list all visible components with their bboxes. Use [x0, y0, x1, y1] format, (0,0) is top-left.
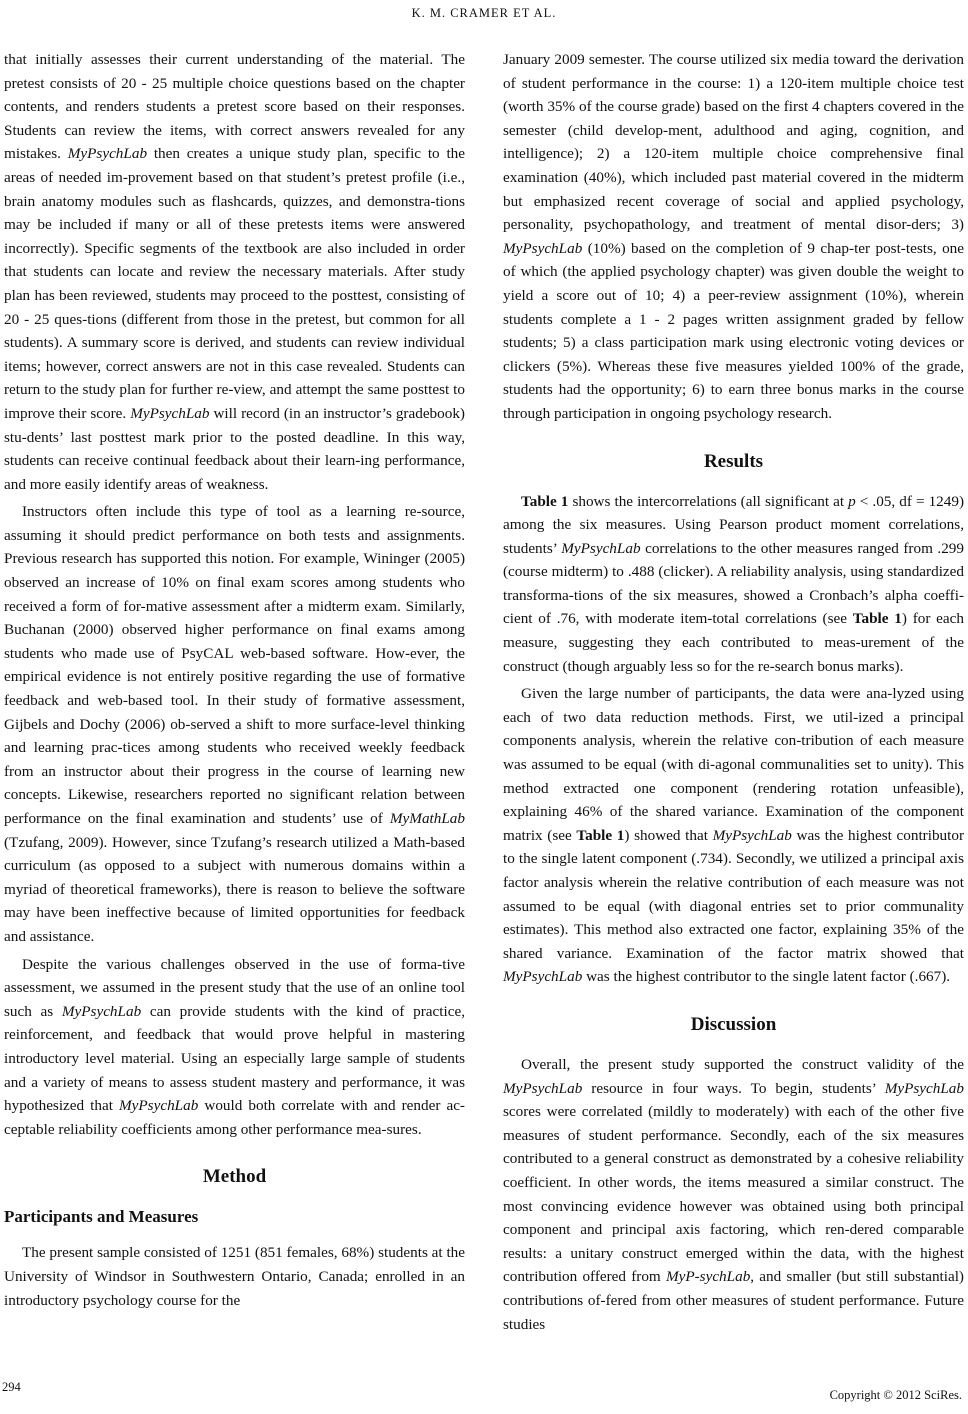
section-heading-method: Method [202, 1166, 267, 1188]
paragraph: January 2009 semester. The course utilized six media toward the derivation of student performance in the course: 1) a 120-item multiple choice test (worth 35% of the course grade) based on the first 4 chapters covered in the semester (child develop-ment, adulthood and aging, cognition, and intelligence); 2) a 120-item multiple choice comprehensive final examination (40%), which included past material covered in the midterm but emphasized recent coverage of social and applied psychology, personality, psychopathology, and treatment of mental disor-ders; 3) MyPsychLab (10%) based on the completion of 9 chap-ter post-tests, one of which (the applied psychology chapter) was given double the weight to yield a score out of 10; 4) a peer-review assignment (10%), wherein students complete a 1 - 2 pages written assignment graded by fellow students; 5) a class participation mark using electronic voting devices or clickers (5%). Whereas these five measures yielded 100% of the grade, students had the opportunity; 6) to earn three bonus marks in the course through participation in ongoing psychology research. [503, 51, 964, 422]
paragraph: that initially assesses their current understanding of the material. The pretest consists of 20 - 25 multiple choice questions based on the chapter contents, and renders students a pretest score based on their responses. Students can review the items, with correct answers revealed for any mistakes. MyPsychLab then creates a unique study plan, specific to the areas of needed im-provement based on that student’s pretest profile (i.e., brain anatomy modules such as flashcards, quizzes, and demonstra-tions may be included if many or all of these pretests items were answered incorrectly). Specific segments of the textbook are also included in order that students can locate and review the necessary materials. After study plan has been reviewed, students may proceed to the posttest, consisting of 20 - 25 ques-tions (different from those in the pretest, but common for all students). A summary score is derived, and students can review individual items; however, correct answers are not in this case revealed. Students can return to the study plan for further re-view, and attempt the same posttest to improve their score. MyPsychLab will record (in an instructor’s gradebook) stu-dents’ last posttest mark prior to the posted deadline. In this way, students can receive continual feedback about their learn-ing performance, and more easily identify areas of weakness. [4, 51, 465, 493]
page-number: 294 [2, 1380, 21, 1394]
paragraph: Table 1 shows the intercorrelations (all significant at p < .05, df = 1249) among the six measures. Using Pearson product moment correlations, students’ MyPsychLab correlations to the other measures ranged from .299 (course midterm) to .488 (clicker). A reliability analysis, using standardized transforma-tions of the six measures, showed a Cronbach’s alpha coeffi-cient of .76, with moderate item-total correlations (see Table 1) for each measure, suggesting they each contributed to meas-urement of the construct (though arguably less so for the re-search bonus marks). [503, 492, 965, 675]
running-head: K. M. CRAMER ET AL. [411, 6, 557, 20]
section-heading-results: Results [703, 450, 764, 472]
right-column [503, 48, 964, 1336]
paragraph: Overall, the present study supported the construct validity of the MyPsychLab resource in four ways. To begin, students’ MyPsychLab scores were correlated (mildly to moderately) with each of the other five measures of student performance. Secondly, each of the six measures contributed to a general construct as demonstrated by a cohesive reliability coefficient. In other words, the items measured a similar construct. The most convincing evidence however was obtained using both principal component and principal axis factoring, which ren-dered comparable results: a unitary construct emerged within the data, with the highest contribution offered from MyP-sychLab, and smaller (but still substantial) contributions of-fered from other measures of student performance. Future studies [503, 1055, 964, 1333]
section-heading-discussion: Discussion [690, 1013, 777, 1035]
left-column [4, 48, 465, 1312]
paragraph: The present sample consisted of 1251 (851 females, 68%) students at the University of Windsor in Southwestern Ontario, Canada; enrolled in an introductory psychology course for the [4, 1244, 465, 1309]
copyright-notice: Copyright © 2012 SciRes. [829, 1388, 962, 1402]
paragraph: Given the large number of participants, the data were ana-lyzed using each of two data reduction methods. First, we util-ized a principal components analysis, wherein the relative con-tribution of each measure was assumed to be equal (with di-agonal communalities set to unity). This method extracted one component (rendering rotation unfeasible), explaining 46% of the shared variance. Examination of the component matrix (see Table 1) showed that MyPsychLab was the highest contributor to the single latent component (.734). Secondly, we utilized a principal axis factor analysis wherein the relative contribution of each measure was not assumed to be equal (with diagonal entries set to prior communality estimates). This method also extracted one factor, explaining 35% of the shared variance. Examination of the factor matrix showed that MyPsychLab was the highest contributor to the single latent factor (.667). [503, 685, 964, 986]
subsection-heading-participants: Participants and Measures [4, 1207, 199, 1227]
paragraph: Despite the various challenges observed in the use of forma-tive assessment, we assumed in the present study that the use of an online tool such as MyPsychLab can provide students with the kind of practice, reinforcement, and feedback that would prove helpful in mastering introductory level material. Using an especially large sample of students and a variety of means to assess student mastery and performance, it was hypothesized that MyPsychLab would both correlate with and render ac-ceptable reliability coefficients among other performance mea-sures. [4, 955, 465, 1138]
paragraph: Instructors often include this type of tool as a learning re-source, assuming it should predict performance on both tests and assignments. Previous research has supported this notion. For example, Wininger (2005) observed an increase of 10% on final exam scores among students who received a form of for-mative assessment after a midterm exam. Similarly, Buchanan (2000) observed higher performance on final exams among students who made use of PsyCAL web-based software. How-ever, the empirical evidence is not entirely positive regarding the use of formative feedback and web-based tool. In their study of formative assessment, Gijbels and Dochy (2006) ob-served a shift to more surface-level thinking and learning prac-tices among students who received weekly feedback from an instructor about their progress in the course of learning new concepts. Likewise, researchers reported no significant relation between performance on the final examination and students’ use of MyMathLab (Tzufang, 2009). However, since Tzufang’s research utilized a Math-based curriculum (as opposed to a subject with numerous domains within a myriad of theoretical frameworks), there is reason to believe the software may have been ineffective because of limited opportunities for feedback and assistance. [4, 503, 465, 945]
